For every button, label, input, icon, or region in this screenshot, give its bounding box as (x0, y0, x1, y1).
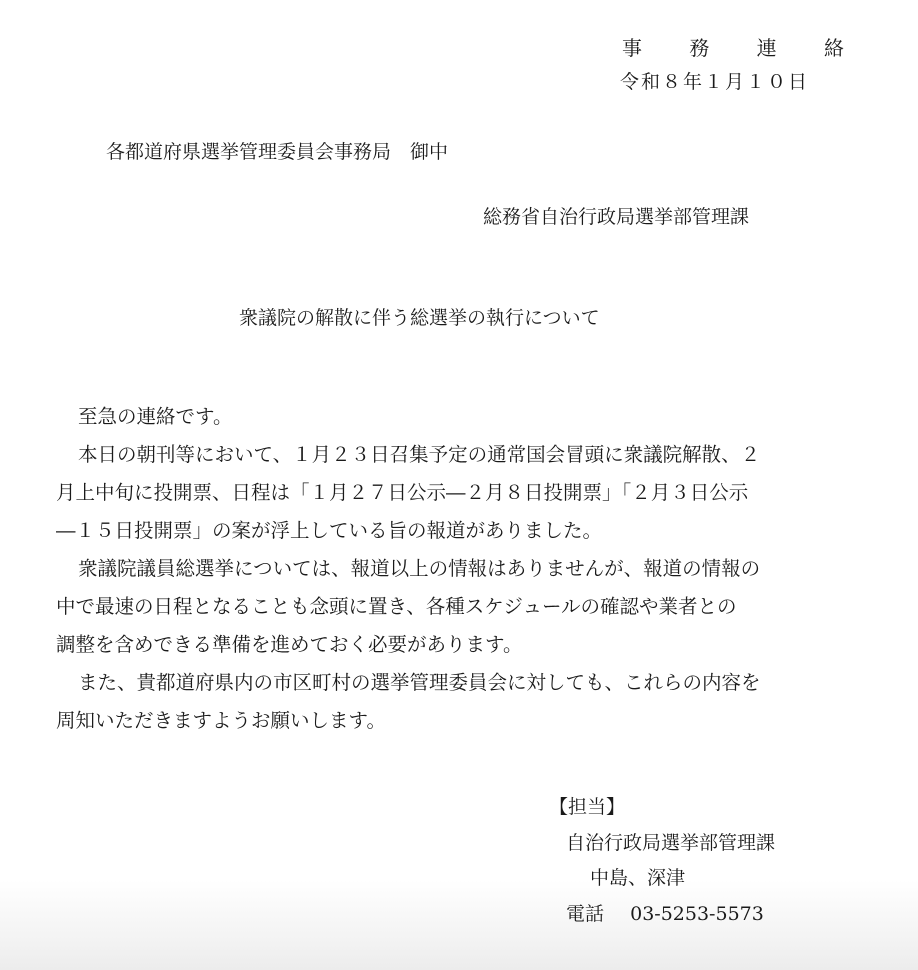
paragraph-line: 月上中旬に投開票、日程は「１月２７日公示―２月８日投開票」「２月３日公示 (56, 481, 749, 504)
sender: 総務省自治行政局選挙部管理課 (483, 206, 750, 228)
doc-type-char: 連 (756, 36, 777, 60)
document-date: 令和８年１月１０日 (620, 71, 810, 93)
recipient: 各都道府県選挙管理委員会事務局 御中 (106, 141, 449, 163)
paragraph-line: 衆議院議員総選挙については、報道以上の情報はありませんが、報道の情報の (78, 557, 761, 580)
body-paragraph (56, 436, 856, 550)
body-paragraph (56, 398, 856, 436)
contact-names: 中島、深津 (590, 867, 686, 889)
contact-phone (566, 902, 764, 926)
paragraph-line: ―１５日投開票」の案が浮上している旨の報道がありました。 (56, 519, 603, 542)
paragraph-line: また、貴都道府県内の市区町村の選挙管理委員会に対しても、これらの内容を (78, 671, 761, 694)
document-subject: 衆議院の解散に伴う総選挙の執行について (239, 307, 600, 329)
paragraph-line: 至急の連絡です。 (78, 405, 233, 428)
contact-department: 自治行政局選挙部管理課 (566, 832, 776, 854)
paragraph-line: 周知いただきますようお願いします。 (56, 709, 386, 732)
body-paragraph (56, 550, 856, 664)
doc-type-char: 絡 (823, 36, 844, 60)
paragraph-line: 中で最速の日程となることも念頭に置き、各種スケジュールの確認や業者との (56, 595, 737, 618)
paragraph-line: 調整を含めできる準備を進めておく必要があります。 (56, 633, 523, 656)
doc-type-char: 務 (689, 36, 710, 60)
paragraph-line: 本日の朝刊等において、１月２３日召集予定の通常国会冒頭に衆議院解散、２ (78, 443, 761, 466)
phone-number: 03-5253-5573 (630, 903, 764, 925)
document-type (622, 36, 844, 60)
phone-label: 電話 (566, 903, 605, 925)
doc-type-char: 事 (622, 36, 642, 60)
body-paragraph (56, 664, 856, 740)
contact-heading: 【担当】 (549, 796, 626, 818)
